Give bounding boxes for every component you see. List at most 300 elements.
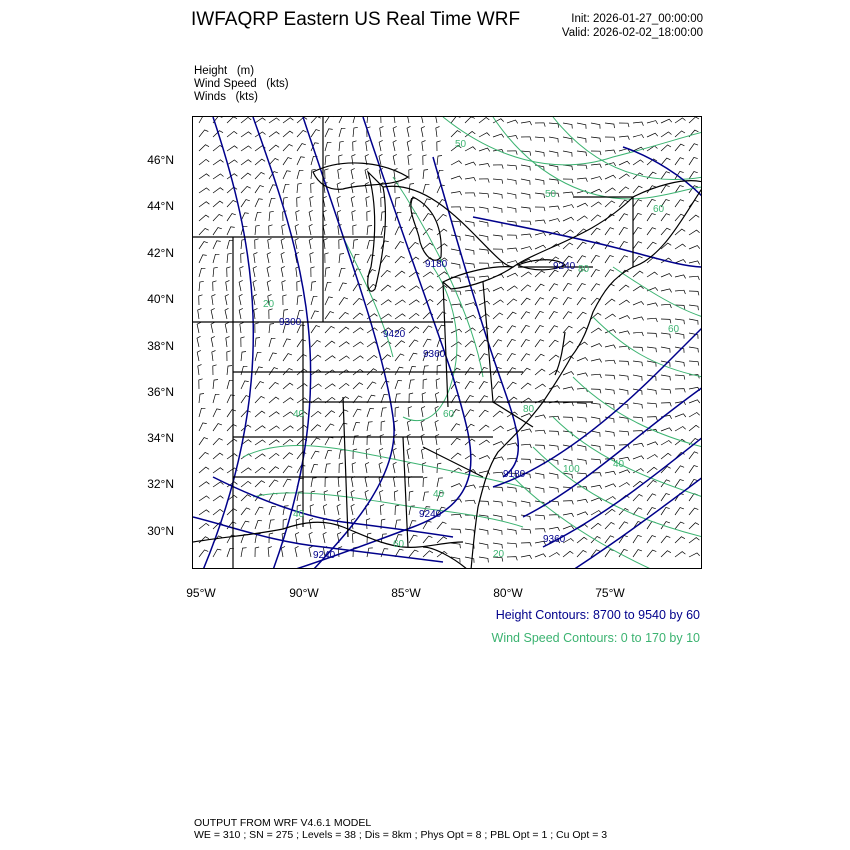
wind-barb (381, 300, 391, 305)
wind-barb (577, 358, 588, 362)
wind-barb (493, 193, 502, 199)
valid-time: Valid: 2026-02-02_18:00:00 (561, 27, 703, 39)
wind-barb (409, 550, 418, 557)
wind-barb (353, 383, 363, 389)
wind-barb (198, 309, 202, 320)
wind-barb (633, 242, 642, 249)
wind-barb (199, 159, 209, 165)
wind-barb (213, 365, 217, 375)
wind-barb (549, 312, 558, 320)
wind-barb (325, 411, 335, 417)
wind-barb (197, 350, 201, 361)
wind-barb (619, 214, 628, 221)
wind-barb (227, 351, 231, 361)
wind-barb (605, 188, 616, 193)
wind-barb (227, 424, 237, 431)
wind-barb (619, 187, 629, 193)
wind-barb (409, 300, 419, 305)
height-contour-line (293, 117, 471, 569)
lake-superior-outline (313, 163, 408, 189)
wind-barb (297, 183, 302, 193)
wind-barb (605, 214, 614, 221)
wind-barb (393, 448, 397, 459)
wind-barb (423, 379, 427, 389)
wind-barb (675, 466, 684, 473)
wind-barb (465, 277, 475, 281)
wind-barb (295, 238, 299, 249)
wind-barb (507, 339, 516, 347)
wind-barb (633, 443, 644, 447)
wind-barb (633, 200, 642, 207)
wind-barb (199, 215, 209, 221)
lon-label: 95°W (186, 586, 216, 600)
wind-barb (689, 157, 698, 165)
wind-barb (675, 229, 685, 235)
wind-barb (661, 551, 671, 557)
wind-barb (421, 117, 425, 123)
wind-barb (451, 424, 460, 431)
wind-barb (309, 238, 313, 249)
wind-barb (211, 322, 215, 333)
wind-barb (283, 453, 293, 459)
wind-barb (395, 300, 406, 305)
wind-barb (325, 129, 333, 137)
wind-barb (199, 510, 209, 515)
wind-barb (633, 332, 643, 336)
wind-barb (661, 158, 670, 165)
wind-barb (339, 312, 349, 319)
wind-barb (521, 207, 531, 212)
wind-barb (479, 179, 489, 183)
wind-barb (213, 394, 219, 403)
wind-barb (465, 249, 474, 255)
wind-barb (549, 326, 558, 333)
wind-barb (521, 354, 530, 361)
wind-barb (379, 448, 383, 459)
wind-contour-label: 80 (523, 404, 535, 415)
wind-barb (241, 495, 251, 501)
wind-barb (451, 176, 462, 179)
wind-barb (199, 408, 205, 417)
wind-barb (661, 536, 670, 543)
wind-barb (507, 382, 517, 389)
wind-barb (521, 272, 532, 277)
wind-barb (436, 127, 440, 138)
wind-barb (255, 199, 263, 207)
wind-barb (507, 273, 518, 277)
field-name: Winds (194, 91, 226, 103)
wind-barb (241, 352, 246, 362)
wind-barb (394, 476, 398, 487)
lon-label: 75°W (595, 586, 625, 600)
wind-barb (297, 197, 301, 207)
wind-barb (253, 294, 257, 305)
wind-barb (255, 172, 265, 179)
wind-barb (339, 141, 344, 151)
wind-barb (591, 485, 602, 489)
wind-barb (255, 454, 265, 459)
wind-barb (661, 453, 671, 459)
height-contour-label: 9180 (503, 469, 526, 480)
wind-barb (367, 240, 373, 249)
wind-barb (241, 200, 250, 208)
wind-barb (297, 340, 306, 347)
wind-barb (339, 383, 349, 389)
wind-barb (213, 160, 224, 165)
wind-barb (213, 496, 223, 501)
wind-barb (269, 225, 273, 235)
wind-barb (563, 312, 572, 319)
wind-barb (199, 482, 209, 487)
wind-barb (437, 365, 441, 375)
wind-barb (281, 266, 285, 277)
wind-barb (605, 137, 615, 141)
wind-barb (591, 523, 601, 529)
wind-barb (297, 130, 307, 137)
wind-barb (212, 295, 216, 306)
wind-barb (436, 379, 440, 389)
wind-barb (647, 508, 656, 516)
wind-barb (633, 228, 642, 236)
wind-barb (521, 383, 531, 389)
wind-contour-label: 100 (563, 464, 580, 475)
wind-barb (521, 459, 531, 463)
wind-barb (479, 340, 488, 347)
wind-barb (521, 165, 530, 171)
wind-barb (619, 300, 630, 305)
wind-barb (423, 492, 429, 501)
wind-barb (633, 256, 643, 263)
wind-barb (213, 438, 223, 445)
wind-barb (591, 270, 600, 278)
wind-barb (395, 407, 399, 417)
wind-barb (423, 170, 428, 180)
wind-barb (465, 368, 474, 375)
wind-barb (689, 452, 698, 459)
wind-barb (351, 196, 355, 207)
wind-barb (240, 323, 244, 334)
wind-barb (295, 224, 299, 235)
wind-barb (605, 345, 616, 349)
wind-barb (283, 479, 291, 487)
height-contour-line (253, 117, 311, 569)
wind-barb (451, 438, 461, 445)
wind-barb (437, 478, 443, 487)
wind-barb (283, 184, 289, 193)
wind-barb (227, 160, 238, 165)
wind-barb (549, 179, 559, 184)
wind-barb (283, 354, 292, 361)
lat-label: 36°N (147, 385, 174, 399)
field-height (194, 65, 254, 77)
wind-barb (199, 550, 208, 557)
wind-barb (675, 290, 685, 294)
wind-barb (240, 267, 244, 278)
wind-barb (353, 298, 363, 305)
wind-barb (535, 473, 544, 479)
wind-barb (535, 415, 546, 419)
wind-barb (577, 512, 588, 515)
wind-barb (521, 151, 531, 156)
wind-barb (591, 445, 600, 450)
wind-barb (423, 326, 432, 333)
wind-barb (619, 256, 628, 263)
wind-barb (381, 355, 391, 361)
wind-barb (269, 480, 278, 487)
wind-barb (479, 486, 489, 490)
wind-barb (479, 221, 488, 227)
wind-barb (199, 394, 204, 404)
wind-barb (213, 267, 218, 277)
wind-barb (535, 369, 545, 375)
wind-barb (647, 442, 658, 445)
height-contour-label: 9180 (425, 259, 448, 270)
wind-barb (365, 462, 369, 473)
wind-barb (213, 228, 222, 236)
wind-barb (647, 228, 656, 235)
wind-barb (255, 481, 265, 487)
wind-barb (309, 224, 313, 235)
wind-barb (689, 291, 699, 295)
wind-barb (493, 442, 504, 446)
wind-barb (353, 313, 363, 319)
wind-barb (408, 155, 412, 166)
wind-barb (647, 121, 658, 124)
wind-barb (577, 256, 586, 263)
wind-barb (675, 131, 685, 137)
wind-barb (395, 271, 405, 277)
atlantic-coastline (471, 187, 702, 569)
wind-barb (563, 417, 573, 421)
wind-barb (647, 417, 657, 421)
wind-barb (535, 220, 545, 224)
wind-barb (241, 454, 252, 459)
wind-barb (619, 375, 628, 380)
wind-barb (380, 435, 384, 445)
wind-barb (591, 202, 602, 207)
wind-barb (254, 253, 258, 264)
wind-barb (647, 347, 656, 352)
wind-barb (437, 522, 446, 529)
wind-barb (633, 417, 643, 422)
wind-barb (493, 287, 504, 291)
wind-barb (227, 366, 232, 376)
wind-barb (549, 219, 560, 222)
wind-barb (353, 328, 363, 333)
wind-barb (227, 509, 237, 515)
wind-barb (689, 425, 699, 431)
wind-barb (225, 322, 229, 333)
wind-barb (226, 281, 230, 292)
wind-barb (351, 476, 355, 487)
wind-barb (395, 242, 404, 249)
wind-contour-label: 60 (393, 539, 405, 550)
wind-contour-label: 50 (545, 189, 557, 200)
wind-barb (493, 529, 502, 535)
wind-barb (661, 441, 672, 446)
wind-barb (325, 155, 330, 165)
wind-barb (437, 214, 447, 221)
wind-barb (507, 248, 517, 252)
wind-barb (423, 366, 429, 375)
wind-barb (675, 552, 685, 557)
wind-barb (367, 211, 371, 221)
height-contour-label: 9240 (553, 261, 576, 272)
wind-barb (339, 463, 343, 473)
wind-barb (353, 449, 357, 459)
wind-barb (479, 207, 488, 213)
wind-barb (647, 333, 657, 337)
wind-barb (325, 341, 335, 347)
wind-barb (296, 519, 300, 529)
wind-barb (619, 522, 628, 529)
wind-barb (409, 491, 413, 501)
wind-barb (395, 367, 403, 375)
wind-barb (479, 164, 490, 168)
wind-barb (549, 553, 560, 558)
wind-barb (409, 380, 415, 389)
wind-barb (255, 382, 264, 389)
wind-barb (339, 254, 344, 264)
wind-barb (605, 497, 616, 502)
wind-barb (521, 234, 531, 238)
wind-barb (241, 132, 252, 137)
wind-barb (619, 389, 628, 395)
wind-barb (451, 207, 461, 211)
wind-barb (577, 550, 587, 557)
wind-barb (353, 240, 358, 250)
wind-barb (338, 477, 342, 487)
wind-barb (633, 535, 642, 543)
wind-barb (577, 537, 587, 543)
wind-barb (451, 453, 461, 459)
wind-contour-label: 20 (493, 549, 505, 560)
wind-barb (507, 443, 518, 447)
wind-barb (647, 242, 657, 249)
wind-contour-label: 60 (653, 204, 665, 215)
wind-barb (338, 169, 342, 180)
wind-barb (311, 340, 321, 347)
wind-barb (311, 183, 315, 193)
wind-barb (507, 543, 517, 548)
wind-barb (227, 214, 236, 222)
wind-barb (563, 341, 573, 347)
wind-barb (507, 179, 516, 185)
wind-barb (605, 314, 616, 319)
wind-barb (479, 382, 488, 390)
wind-barb (395, 286, 405, 291)
lon-label: 80°W (493, 586, 523, 600)
wind-barb (325, 268, 330, 278)
wind-barb (535, 515, 545, 520)
wind-barb (493, 179, 503, 184)
wind-barb (465, 500, 475, 504)
wind-barb (311, 282, 316, 292)
wind-barb (339, 356, 350, 361)
wind-barb (493, 249, 503, 253)
wind-barb (339, 268, 345, 277)
wind-barb (619, 227, 628, 235)
wind-barb (324, 239, 328, 250)
wind-barb (577, 373, 588, 377)
wind-barb (281, 546, 285, 557)
wind-barb (211, 336, 215, 347)
wind-barb (311, 296, 317, 305)
wind-barb (563, 356, 574, 361)
wind-barb (549, 386, 560, 390)
wind-barb (647, 467, 657, 473)
wind-barb (227, 117, 237, 123)
wind-barb (493, 426, 504, 431)
wind-barb (395, 381, 402, 390)
wind-barb (422, 448, 426, 459)
wind-barb (309, 518, 313, 529)
wind-barb (535, 445, 545, 449)
wind-barb (253, 266, 257, 277)
wind-barb (213, 214, 223, 221)
wind-barb (282, 281, 286, 292)
wind-barb (311, 411, 321, 417)
wind-barb (199, 268, 205, 277)
wind-barb (675, 480, 684, 488)
wind-barb (213, 549, 221, 557)
wind-barb (255, 225, 260, 235)
wind-barb (675, 200, 684, 207)
wind-contour-label: 80 (578, 264, 590, 275)
wind-barb (577, 203, 588, 207)
wind-barb (199, 130, 208, 137)
wind-barb (661, 274, 672, 278)
wind-barb (591, 215, 601, 221)
wind-barb (661, 403, 671, 407)
wind-barb (549, 445, 558, 450)
wind-barb (479, 148, 490, 151)
init-time: Init: 2026-01-27_00:00:00 (571, 13, 703, 25)
wind-barb (563, 372, 574, 376)
wind-barb (619, 136, 629, 140)
wind-barb (521, 529, 531, 534)
wind-barb (451, 529, 461, 533)
wind-barb (479, 456, 490, 460)
wind-barb (422, 463, 426, 473)
model-footer: OUTPUT FROM WRF V4.6.1 MODEL (194, 817, 372, 829)
wind-barb (535, 311, 544, 319)
wind-barb (591, 284, 600, 291)
wind-barb (465, 178, 476, 182)
wind-barb (325, 451, 332, 460)
wind-barb (605, 299, 615, 305)
wind-barb (633, 302, 644, 306)
wind-barb (311, 465, 318, 474)
wind-barb (297, 425, 307, 431)
wind-barb (563, 205, 574, 208)
wind-barb (381, 197, 385, 207)
wind-barb (451, 249, 460, 255)
lon-label: 90°W (289, 586, 319, 600)
wind-speed-contour-line (443, 117, 702, 165)
wind-barb (393, 140, 397, 151)
wind-barb (465, 410, 474, 417)
field-wind-speed (194, 78, 289, 90)
wind-barb (283, 171, 291, 179)
wind-barb (227, 131, 237, 137)
wind-barb (409, 257, 419, 263)
wind-barb (535, 123, 545, 127)
height-contour-label: 9240 (419, 509, 442, 520)
wind-barb (605, 270, 614, 277)
wind-barb (563, 283, 572, 291)
wind-barb (479, 118, 489, 124)
